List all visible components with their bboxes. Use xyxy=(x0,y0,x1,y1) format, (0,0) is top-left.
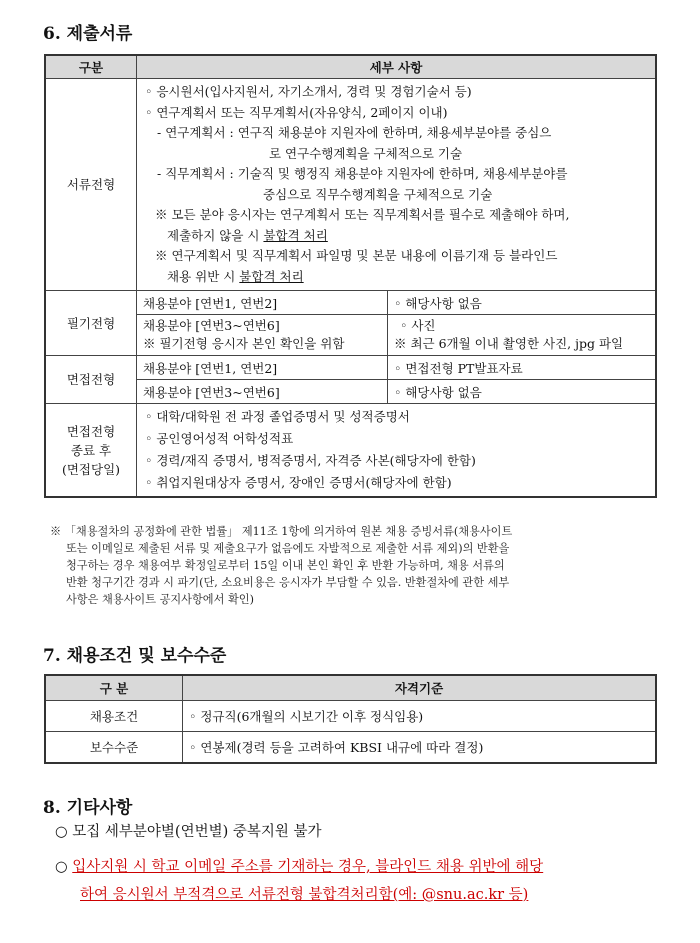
header-category: 구분 xyxy=(45,55,137,79)
category-line: (면접당일) xyxy=(61,461,121,477)
bullet: ○ xyxy=(55,859,68,875)
detail-line: ◦ 공인영어성적 어학성적표 xyxy=(145,431,294,446)
detail-line: ※ 모든 분야 응시자는 연구계획서 또는 직무계획서를 필수로 제출해야 하며, xyxy=(155,207,570,222)
row-written-1 xyxy=(45,291,656,315)
header-category: 구 분 xyxy=(45,675,183,701)
detail-line: ◦ 경력/재직 증명서, 병적증명서, 자격증 사본(해당자에 한함) xyxy=(145,453,476,468)
row-document-screening xyxy=(45,79,656,291)
field-label: 채용분야 [연번3~연번6] xyxy=(143,318,280,333)
req-note: ※ 최근 6개월 이내 촬영한 사진, jpg 파일 xyxy=(394,336,624,351)
misc-item-email-warning xyxy=(55,853,543,909)
row-after-interview xyxy=(45,404,656,498)
category-after-interview xyxy=(45,404,137,498)
warning-line xyxy=(55,881,543,909)
interview-req-2: ◦ 해당사항 없음 xyxy=(388,380,657,404)
category-employment: 채용조건 xyxy=(45,701,183,732)
section-8-title: 8. 기타사항 xyxy=(43,798,133,818)
category-line: 종료 후 xyxy=(70,442,112,458)
documents-table xyxy=(44,54,657,498)
detail-line: 로 연구수행계획을 구체적으로 기술 xyxy=(269,145,463,161)
category-written: 필기전형 xyxy=(45,291,137,356)
detail-line: ◦ 취업지원대상자 증명서, 장애인 증명서(해당자에 한함) xyxy=(145,475,452,490)
detail-line: ※ 연구계획서 및 직무계획서 파일명 및 본문 내용에 이름기재 등 블라인드 xyxy=(155,248,558,263)
section-7-title: 7. 채용조건 및 보수수준 xyxy=(43,646,227,666)
header-detail: 세부 사항 xyxy=(137,55,657,79)
header-standard: 자격기준 xyxy=(183,675,657,701)
conditions-table xyxy=(44,674,657,764)
detail-line xyxy=(145,267,649,288)
fail-notice: 불합격 처리 xyxy=(263,227,328,243)
detail-line xyxy=(145,226,649,247)
table-header xyxy=(45,55,656,79)
misc-item-duplicate: ○ 모집 세부분야별(연번별) 중복지원 불가 xyxy=(55,824,322,840)
detail-line: - 직무계획서 : 기술직 및 행정직 채용분야 지원자에 한하며, 채용세부분야를 xyxy=(157,166,568,181)
written-field-1: 채용분야 [연번1, 연번2] xyxy=(137,291,388,315)
interview-field-1: 채용분야 [연번1, 연번2] xyxy=(137,356,388,380)
written-req-1: ◦ 해당사항 없음 xyxy=(388,291,657,315)
salary-value: ◦ 연봉제(경력 등을 고려하여 KBSI 내규에 따라 결정) xyxy=(183,732,657,764)
category-line: 면접전형 xyxy=(66,423,116,439)
detail-line: 중심으로 직무수행계획을 구체적으로 기술 xyxy=(263,186,493,202)
detail-line: ◦ 대학/대학원 전 과정 졸업증명서 및 성적증명서 xyxy=(145,409,410,424)
detail-line: ◦ 응시원서(입사지원서, 자기소개서, 경력 및 경험기술서 등) xyxy=(145,84,472,99)
req-label: ◦ 사진 xyxy=(400,318,436,333)
table-header xyxy=(45,675,656,701)
written-field-2 xyxy=(137,315,388,356)
footnote xyxy=(50,523,662,608)
written-req-2 xyxy=(388,315,657,356)
category-salary: 보수수준 xyxy=(45,732,183,764)
employment-value: ◦ 정규직(6개월의 시보기간 이후 정식임용) xyxy=(183,701,657,732)
note-text: 제출하지 않을 시 xyxy=(167,227,264,243)
footnote-line: ※ 「채용절차의 공정화에 관한 법률」 제11조 1항에 의거하여 원본 채용 증빙서류(채용사이트 xyxy=(50,525,513,538)
interview-req-1: ◦ 면접전형 PT발표자료 xyxy=(388,356,657,380)
footnote-line: 사항은 채용사이트 공지사항에서 확인) xyxy=(66,593,254,606)
footnote-line: 또는 이메일로 제출된 서류 및 제출요구가 없음에도 자발적으로 제출한 서류 제외)의 반환을 xyxy=(66,542,510,555)
row-interview-1 xyxy=(45,356,656,380)
document-details xyxy=(137,79,657,291)
warning-text: 입사지원 시 학교 이메일 주소를 기재하는 경우, 블라인드 채용 위반에 해당 xyxy=(72,859,544,875)
row-salary xyxy=(45,732,656,764)
row-employment-condition xyxy=(45,701,656,732)
detail-line: - 연구계획서 : 연구직 채용분야 지원자에 한하며, 채용세부분야를 중심으 xyxy=(157,125,552,140)
footnote-line: 반환 청구기간 경과 시 파기(단, 소요비용은 응시자가 부담할 수 있음. 반환절차에 관한 세부 xyxy=(66,576,510,589)
footnote-line: 청구하는 경우 채용여부 확정일로부터 15일 이내 본인 확인 후 반환 가능하며, 채용 서류의 xyxy=(66,559,505,572)
fail-notice: 불합격 처리 xyxy=(239,268,304,284)
interview-field-2: 채용분야 [연번3~연번6] xyxy=(137,380,388,404)
detail-line: ◦ 연구계획서 또는 직무계획서(자유양식, 2페이지 이내) xyxy=(145,104,448,120)
note-text: 채용 위반 시 xyxy=(167,268,240,284)
warning-line xyxy=(55,853,543,881)
after-interview-details xyxy=(137,404,657,498)
row-written-2 xyxy=(45,315,656,356)
field-note: ※ 필기전형 응시자 본인 확인을 위함 xyxy=(143,336,345,351)
warning-text: 하여 응시원서 부적격으로 서류전형 불합격처리함(예: @snu.ac.kr 등) xyxy=(80,887,529,903)
category-document: 서류전형 xyxy=(45,79,137,291)
row-interview-2 xyxy=(45,380,656,404)
section-6-title: 6. 제출서류 xyxy=(43,24,133,44)
category-interview: 면접전형 xyxy=(45,356,137,404)
